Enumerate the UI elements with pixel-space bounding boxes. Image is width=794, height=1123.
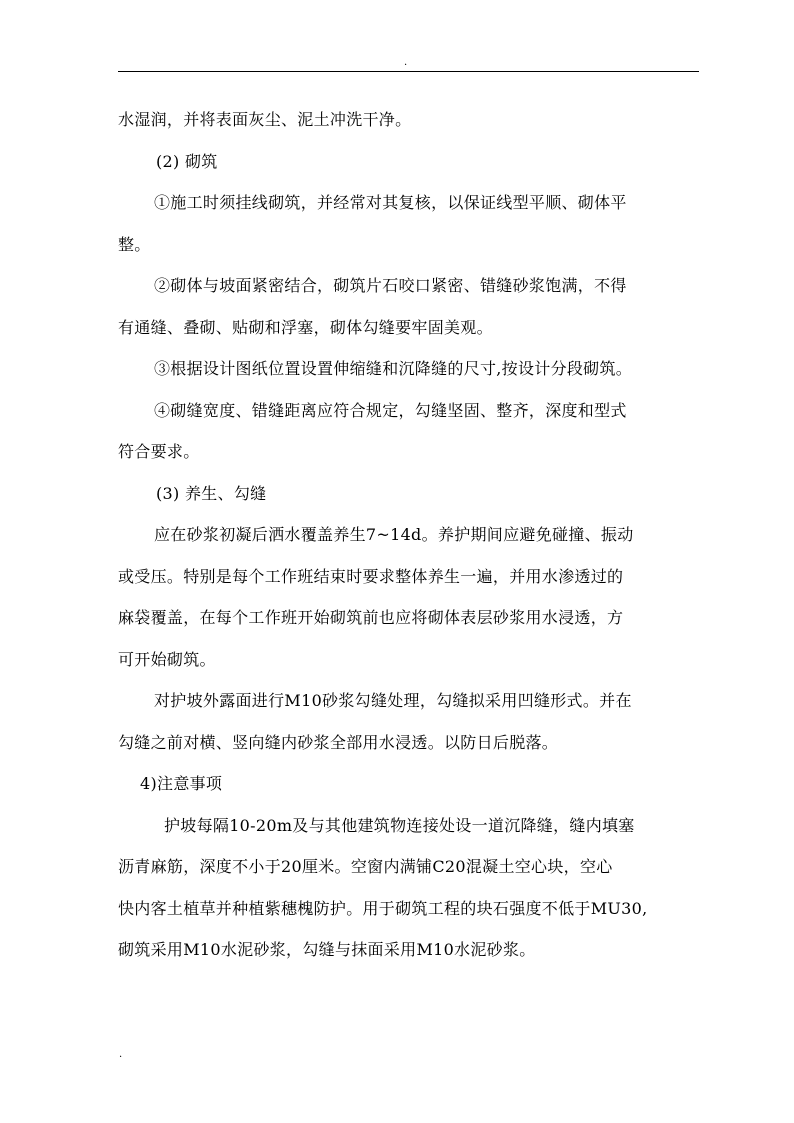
text-line: 整。: [118, 234, 151, 254]
section-heading: (3) 养生、勾缝: [156, 483, 267, 503]
text-line: 快内客土植草并种植紫穗槐防护。用于砌筑工程的块石强度不低于MU30,: [118, 898, 648, 918]
text-line: 对护坡外露面进行M10砂浆勾缝处理，勾缝拟采用凹缝形式。并在: [154, 691, 632, 710]
text-line: ③根据设计图纸位置设置伸缩缝和沉降缝的尺寸,按设计分段砌筑。: [154, 359, 633, 378]
header-rule: [118, 71, 699, 72]
footer-mark: .: [119, 1049, 123, 1060]
document-body: [118, 99, 703, 971]
text-line: 护坡每隔10-20m及与其他建筑物连接处设一道沉降缝，缝内填塞: [164, 815, 635, 835]
text-line: ④砌缝宽度、错缝距离应符合规定，勾缝坚固、整齐，深度和型式: [154, 400, 627, 420]
text-line: 麻袋覆盖，在每个工作班开始砌筑前也应将砌体表层砂浆用水浸透，方: [118, 608, 624, 627]
text-line: 勾缝之前对横、竖向缝内砂浆全部用水浸透。以防日后脱落。: [118, 732, 559, 752]
text-line: 应在砂浆初凝后洒水覆盖养生7~14d。养护期间应避免碰撞、振动: [154, 525, 634, 544]
section-heading: (2) 砌筑: [156, 151, 218, 171]
text-line: 可开始砌筑。: [118, 649, 216, 669]
text-line: 或受压。特别是每个工作班结束时要求整体养生一遍，并用水渗透过的: [118, 566, 624, 586]
text-line: 有通缝、叠砌、贴砌和浮塞，砌体勾缝要牢固美观。: [118, 317, 493, 337]
text-line: 符合要求。: [118, 442, 200, 461]
text-line: 水湿润，并将表面灰尘、泥土冲洗干净。: [118, 110, 412, 129]
text-line: ①施工时须挂线砌筑，并经常对其复核，以保证线型平顺、砌体平: [154, 193, 627, 212]
text-line: 沥青麻筋，深度不小于20厘米。空窗内满铺C20混凝土空心块，空心: [118, 857, 613, 876]
text-line: ②砌体与坡面紧密结合，砌筑片石咬口紧密、错缝砂浆饱满，不得: [154, 276, 627, 295]
header-mark: .: [404, 57, 408, 68]
section-heading: 4)注意事项: [140, 774, 223, 793]
text-line: 砌筑采用M10水泥砂浆，勾缝与抹面采用M10水泥砂浆。: [118, 940, 536, 959]
